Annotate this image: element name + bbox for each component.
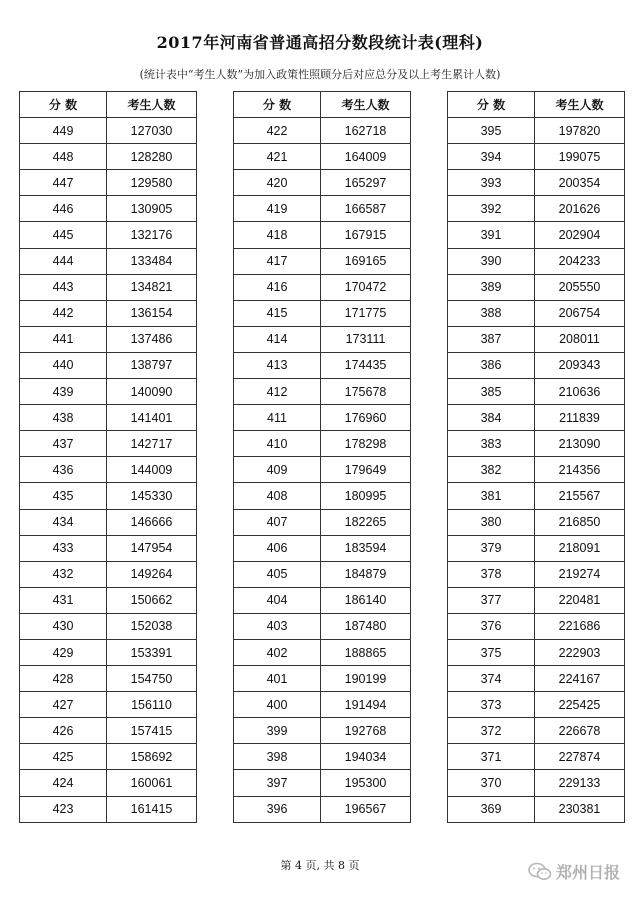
table-row: [234, 431, 411, 457]
score-cell: 442: [20, 300, 107, 326]
score-cell: 370: [448, 770, 535, 796]
table-row: [20, 431, 197, 457]
table-row: [234, 300, 411, 326]
table-row: [20, 379, 197, 405]
count-cell: 187480: [321, 613, 411, 639]
table-row: [20, 587, 197, 613]
score-cell: 398: [234, 744, 321, 770]
table-row: [234, 718, 411, 744]
table-row: [234, 770, 411, 796]
table-note: (统计表中“考生人数”为加入政策性照顾分后对应总分及以上考生累计人数): [139, 68, 501, 81]
table-row: [448, 535, 625, 561]
score-cell: 391: [448, 222, 535, 248]
score-cell: 422: [234, 118, 321, 144]
count-cell: 229133: [535, 770, 625, 796]
score-cell: 443: [20, 274, 107, 300]
table-row: [20, 666, 197, 692]
table-row: [448, 431, 625, 457]
table-row: [20, 144, 197, 170]
table-row: [234, 744, 411, 770]
count-cell: 190199: [321, 666, 411, 692]
score-cell: 424: [20, 770, 107, 796]
table-row: [234, 509, 411, 535]
count-cell: 145330: [107, 483, 197, 509]
count-cell: 162718: [321, 118, 411, 144]
table-row: [20, 405, 197, 431]
count-cell: 165297: [321, 170, 411, 196]
table-row: [448, 248, 625, 274]
score-cell: 377: [448, 587, 535, 613]
count-cell: 154750: [107, 666, 197, 692]
count-cell: 147954: [107, 535, 197, 561]
table-row: [448, 796, 625, 822]
count-cell: 199075: [535, 144, 625, 170]
page-title: 2017年河南省普通高招分数段统计表(理科): [156, 33, 484, 52]
score-cell: 420: [234, 170, 321, 196]
table-row: [234, 796, 411, 822]
count-cell: 224167: [535, 666, 625, 692]
table-row: [20, 170, 197, 196]
score-cell: 373: [448, 692, 535, 718]
score-cell: 388: [448, 300, 535, 326]
table-row: [448, 144, 625, 170]
score-cell: 372: [448, 718, 535, 744]
table-row: [20, 692, 197, 718]
score-cell: 381: [448, 483, 535, 509]
score-cell: 427: [20, 692, 107, 718]
count-cell: 197820: [535, 118, 625, 144]
score-cell: 421: [234, 144, 321, 170]
table-row: [448, 744, 625, 770]
count-cell: 128280: [107, 144, 197, 170]
table-row: [448, 770, 625, 796]
count-cell: 221686: [535, 613, 625, 639]
table-row: [234, 692, 411, 718]
count-cell: 132176: [107, 222, 197, 248]
count-cell: 146666: [107, 509, 197, 535]
header-score: 分 数: [20, 92, 107, 118]
header-count: 考生人数: [107, 92, 197, 118]
count-cell: 130905: [107, 196, 197, 222]
count-cell: 191494: [321, 692, 411, 718]
table-row: [234, 196, 411, 222]
score-cell: 403: [234, 613, 321, 639]
score-cell: 386: [448, 352, 535, 378]
table-row: [448, 170, 625, 196]
table-row: [234, 222, 411, 248]
score-cell: 405: [234, 561, 321, 587]
score-cell: 369: [448, 796, 535, 822]
count-cell: 188865: [321, 639, 411, 665]
watermark-text: 郑州日报: [556, 863, 621, 882]
table-row: [234, 144, 411, 170]
count-cell: 182265: [321, 509, 411, 535]
score-cell: 419: [234, 196, 321, 222]
score-cell: 428: [20, 666, 107, 692]
count-cell: 173111: [321, 326, 411, 352]
table-row: [20, 639, 197, 665]
score-cell: 436: [20, 457, 107, 483]
score-cell: 413: [234, 352, 321, 378]
table-row: [448, 118, 625, 144]
score-cell: 407: [234, 509, 321, 535]
table-row: [234, 326, 411, 352]
watermark: [528, 860, 620, 883]
score-cell: 393: [448, 170, 535, 196]
score-cell: 410: [234, 431, 321, 457]
score-cell: 411: [234, 405, 321, 431]
score-cell: 375: [448, 639, 535, 665]
count-cell: 214356: [535, 457, 625, 483]
count-cell: 204233: [535, 248, 625, 274]
score-cell: 390: [448, 248, 535, 274]
table-row: [20, 796, 197, 822]
table-row: [234, 483, 411, 509]
score-cell: 371: [448, 744, 535, 770]
count-cell: 140090: [107, 379, 197, 405]
score-cell: 382: [448, 457, 535, 483]
count-cell: 171775: [321, 300, 411, 326]
score-cell: 397: [234, 770, 321, 796]
count-cell: 205550: [535, 274, 625, 300]
count-cell: 176960: [321, 405, 411, 431]
score-cell: 415: [234, 300, 321, 326]
table-row: [20, 300, 197, 326]
score-cell: 449: [20, 118, 107, 144]
score-cell: 402: [234, 639, 321, 665]
table-row: [234, 274, 411, 300]
table-row: [448, 509, 625, 535]
table-row: [20, 509, 197, 535]
page-number: 第 4 页, 共 8 页: [280, 859, 360, 872]
table-row: [234, 666, 411, 692]
table-row: [20, 613, 197, 639]
count-cell: 141401: [107, 405, 197, 431]
header-count: 考生人数: [535, 92, 625, 118]
score-cell: 433: [20, 535, 107, 561]
table-row: [234, 118, 411, 144]
count-cell: 215567: [535, 483, 625, 509]
count-cell: 186140: [321, 587, 411, 613]
table-row: [20, 561, 197, 587]
table-row: [20, 196, 197, 222]
score-cell: 438: [20, 405, 107, 431]
table-row: [448, 274, 625, 300]
count-cell: 164009: [321, 144, 411, 170]
count-cell: 196567: [321, 796, 411, 822]
score-cell: 387: [448, 326, 535, 352]
table-row: [20, 770, 197, 796]
table-row: [448, 300, 625, 326]
count-cell: 179649: [321, 457, 411, 483]
table-row: [234, 405, 411, 431]
score-cell: 416: [234, 274, 321, 300]
table-row: [20, 326, 197, 352]
table-row: [448, 587, 625, 613]
table-row: [448, 483, 625, 509]
score-cell: 441: [20, 326, 107, 352]
score-cell: 418: [234, 222, 321, 248]
score-cell: 406: [234, 535, 321, 561]
score-cell: 426: [20, 718, 107, 744]
score-cell: 395: [448, 118, 535, 144]
score-cell: 429: [20, 639, 107, 665]
count-cell: 137486: [107, 326, 197, 352]
table-row: [234, 613, 411, 639]
score-cell: 448: [20, 144, 107, 170]
score-cell: 446: [20, 196, 107, 222]
score-cell: 445: [20, 222, 107, 248]
score-cell: 435: [20, 483, 107, 509]
count-cell: 218091: [535, 535, 625, 561]
table-row: [448, 561, 625, 587]
table-row: [234, 379, 411, 405]
table-row: [20, 718, 197, 744]
count-cell: 127030: [107, 118, 197, 144]
count-cell: 180995: [321, 483, 411, 509]
count-cell: 161415: [107, 796, 197, 822]
count-cell: 195300: [321, 770, 411, 796]
score-cell: 409: [234, 457, 321, 483]
count-cell: 170472: [321, 274, 411, 300]
score-cell: 380: [448, 509, 535, 535]
count-cell: 227874: [535, 744, 625, 770]
table-row: [20, 222, 197, 248]
count-cell: 129580: [107, 170, 197, 196]
count-cell: 160061: [107, 770, 197, 796]
count-cell: 152038: [107, 613, 197, 639]
count-cell: 183594: [321, 535, 411, 561]
score-cell: 423: [20, 796, 107, 822]
score-cell: 404: [234, 587, 321, 613]
count-cell: 184879: [321, 561, 411, 587]
table-row: [234, 248, 411, 274]
table-row: [20, 248, 197, 274]
table-row: [448, 457, 625, 483]
header-score: 分 数: [234, 92, 321, 118]
count-cell: 222903: [535, 639, 625, 665]
table-row: [234, 639, 411, 665]
score-cell: 392: [448, 196, 535, 222]
table-row: [234, 587, 411, 613]
score-cell: 400: [234, 692, 321, 718]
count-cell: 225425: [535, 692, 625, 718]
count-cell: 136154: [107, 300, 197, 326]
header-score: 分 数: [448, 92, 535, 118]
count-cell: 134821: [107, 274, 197, 300]
count-cell: 167915: [321, 222, 411, 248]
count-cell: 194034: [321, 744, 411, 770]
table-row: [234, 535, 411, 561]
score-cell: 376: [448, 613, 535, 639]
score-cell: 412: [234, 379, 321, 405]
table-row: [448, 692, 625, 718]
count-cell: 219274: [535, 561, 625, 587]
table-row: [20, 118, 197, 144]
score-cell: 434: [20, 509, 107, 535]
count-cell: 174435: [321, 352, 411, 378]
score-cell: 417: [234, 248, 321, 274]
score-table-1: [19, 91, 197, 823]
score-cell: 430: [20, 613, 107, 639]
table-row: [20, 535, 197, 561]
count-cell: 150662: [107, 587, 197, 613]
count-cell: 210636: [535, 379, 625, 405]
score-cell: 425: [20, 744, 107, 770]
score-cell: 374: [448, 666, 535, 692]
count-cell: 230381: [535, 796, 625, 822]
count-cell: 149264: [107, 561, 197, 587]
count-cell: 192768: [321, 718, 411, 744]
score-cell: 408: [234, 483, 321, 509]
score-cell: 385: [448, 379, 535, 405]
count-cell: 213090: [535, 431, 625, 457]
count-cell: 202904: [535, 222, 625, 248]
count-cell: 208011: [535, 326, 625, 352]
table-row: [448, 326, 625, 352]
score-table-3: [447, 91, 625, 823]
count-cell: 175678: [321, 379, 411, 405]
table-row: [448, 352, 625, 378]
count-cell: 133484: [107, 248, 197, 274]
table-row: [234, 561, 411, 587]
score-cell: 414: [234, 326, 321, 352]
count-cell: 200354: [535, 170, 625, 196]
count-cell: 153391: [107, 639, 197, 665]
score-cell: 383: [448, 431, 535, 457]
count-cell: 220481: [535, 587, 625, 613]
score-cell: 401: [234, 666, 321, 692]
table-row: [448, 666, 625, 692]
score-cell: 437: [20, 431, 107, 457]
score-cell: 379: [448, 535, 535, 561]
table-row: [448, 379, 625, 405]
table-row: [20, 274, 197, 300]
table-row: [448, 196, 625, 222]
count-cell: 157415: [107, 718, 197, 744]
table-row: [20, 352, 197, 378]
score-cell: 439: [20, 379, 107, 405]
count-cell: 166587: [321, 196, 411, 222]
table-row: [448, 613, 625, 639]
count-cell: 211839: [535, 405, 625, 431]
count-cell: 201626: [535, 196, 625, 222]
count-cell: 216850: [535, 509, 625, 535]
wechat-icon: [528, 862, 552, 882]
score-cell: 399: [234, 718, 321, 744]
count-cell: 178298: [321, 431, 411, 457]
count-cell: 156110: [107, 692, 197, 718]
count-cell: 158692: [107, 744, 197, 770]
score-cell: 447: [20, 170, 107, 196]
table-row: [20, 744, 197, 770]
count-cell: 226678: [535, 718, 625, 744]
table-row: [20, 457, 197, 483]
table-row: [448, 639, 625, 665]
count-cell: 144009: [107, 457, 197, 483]
count-cell: 206754: [535, 300, 625, 326]
score-table-2: [233, 91, 411, 823]
score-cell: 394: [448, 144, 535, 170]
score-cell: 389: [448, 274, 535, 300]
score-cell: 440: [20, 352, 107, 378]
count-cell: 138797: [107, 352, 197, 378]
table-row: [448, 718, 625, 744]
table-row: [234, 457, 411, 483]
score-cell: 432: [20, 561, 107, 587]
table-row: [234, 352, 411, 378]
table-row: [448, 222, 625, 248]
score-cell: 378: [448, 561, 535, 587]
table-row: [448, 405, 625, 431]
count-cell: 169165: [321, 248, 411, 274]
table-row: [234, 170, 411, 196]
header-count: 考生人数: [321, 92, 411, 118]
score-cell: 384: [448, 405, 535, 431]
count-cell: 209343: [535, 352, 625, 378]
table-row: [20, 483, 197, 509]
score-cell: 431: [20, 587, 107, 613]
count-cell: 142717: [107, 431, 197, 457]
score-cell: 444: [20, 248, 107, 274]
score-cell: 396: [234, 796, 321, 822]
